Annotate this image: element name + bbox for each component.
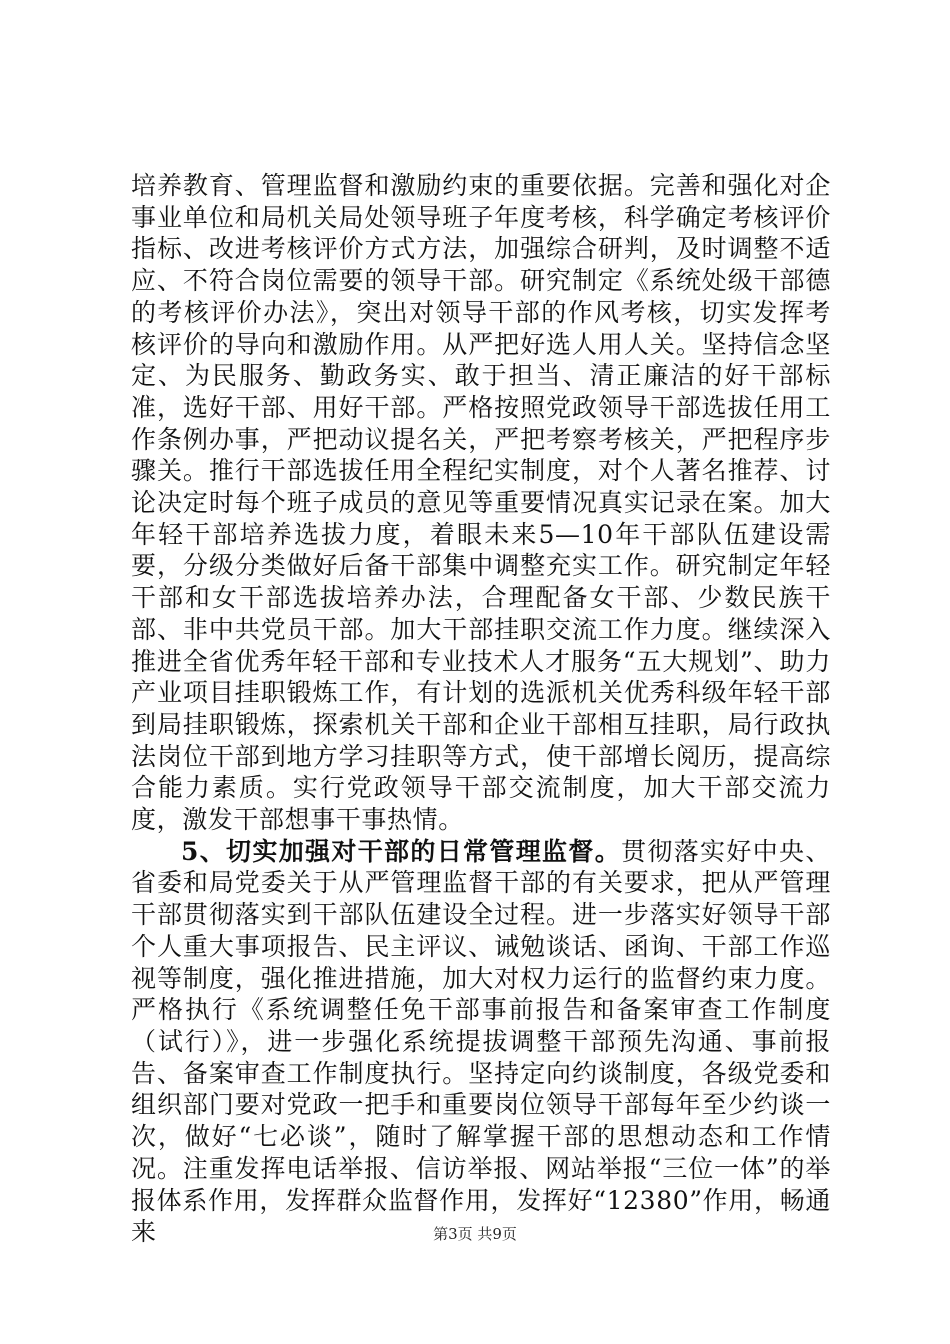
page-footer [0,1223,950,1244]
paragraph-2-heading: 5、切实加强对干部的日常管理监督。 [181,836,622,866]
document-body [131,170,831,1248]
paragraph-1-text: 培养教育、管理监督和激励约束的重要依据。完善和强化对企事业单位和局机关局处领导班子年度考核，科学确定考核评价指标、改进考核评价方式方法，加强综合研判，及时调整不适应、不符合岗位需要的领导干部。研究制定《系统处级干部德的考核评价办法》，突出对领导干部的作风考核，切实发挥考核评价的导向和激励作用。从严把好选人用人关。坚持信念坚定、为民服务、勤政务实、敢于担当、清正廉洁的好干部标准，选好干部、用好干部。严格按照党政领导干部选拔任用工作条例办事，严把动议提名关，严把考察考核关，严把程序步骤关。推行干部选拔任用全程纪实制度，对个人著名推荐、讨论决定时每个班子成员的意见等重要情况真实记录在案。加大年轻干部培养选拔力度，着眼未来5—10年干部队伍建设需要，分级分类做好后备干部集中调整充实工作。研究制定年轻干部和女干部选拔培养办法，合理配备女干部、少数民族干部、非中共党员干部。加大干部挂职交流工作力度。继续深入推进全省优秀年轻干部和专业技术人才服务“五大规划”、助力产业项目挂职锻炼工作，有计划的选派机关优秀科级年轻干部到局挂职锻炼，探索机关干部和企业干部相互挂职，局行政执法岗位干部到地方学习挂职等方式，使干部增长阅历，提高综合能力素质。实行党政领导干部交流制度，加大干部交流力度，激发干部想事干事热情。 [131,171,831,835]
page-number-label: 第3页 共9页 [433,1225,517,1243]
paragraph-2 [131,836,831,1248]
paragraph-2-text: 贯彻落实好中央、省委和局党委关于从严管理监督干部的有关要求，把从严管理干部贯彻落实到干部队伍建设全过程。进一步落实好领导干部个人重大事项报告、民主评议、诫勉谈话、函询、干部工作巡视等制度，强化推进措施，加大对权力运行的监督约束力度。严格执行《系统调整任免干部事前报告和备案审查工作制度（试行）》，进一步强化系统提拔调整干部预先沟通、事前报告、备案审查工作制度执行。坚持定向约谈制度，各级党委和组织部门要对党政一把手和重要岗位领导干部每年至少约谈一次，做好“七必谈”，随时了解掌握干部的思想动态和工作情况。注重发挥电话举报、信访举报、网站举报“三位一体”的举报体系作用，发挥群众监督作用，发挥好“12380”作用，畅通来 [131,836,831,1247]
paragraph-1 [131,170,831,836]
